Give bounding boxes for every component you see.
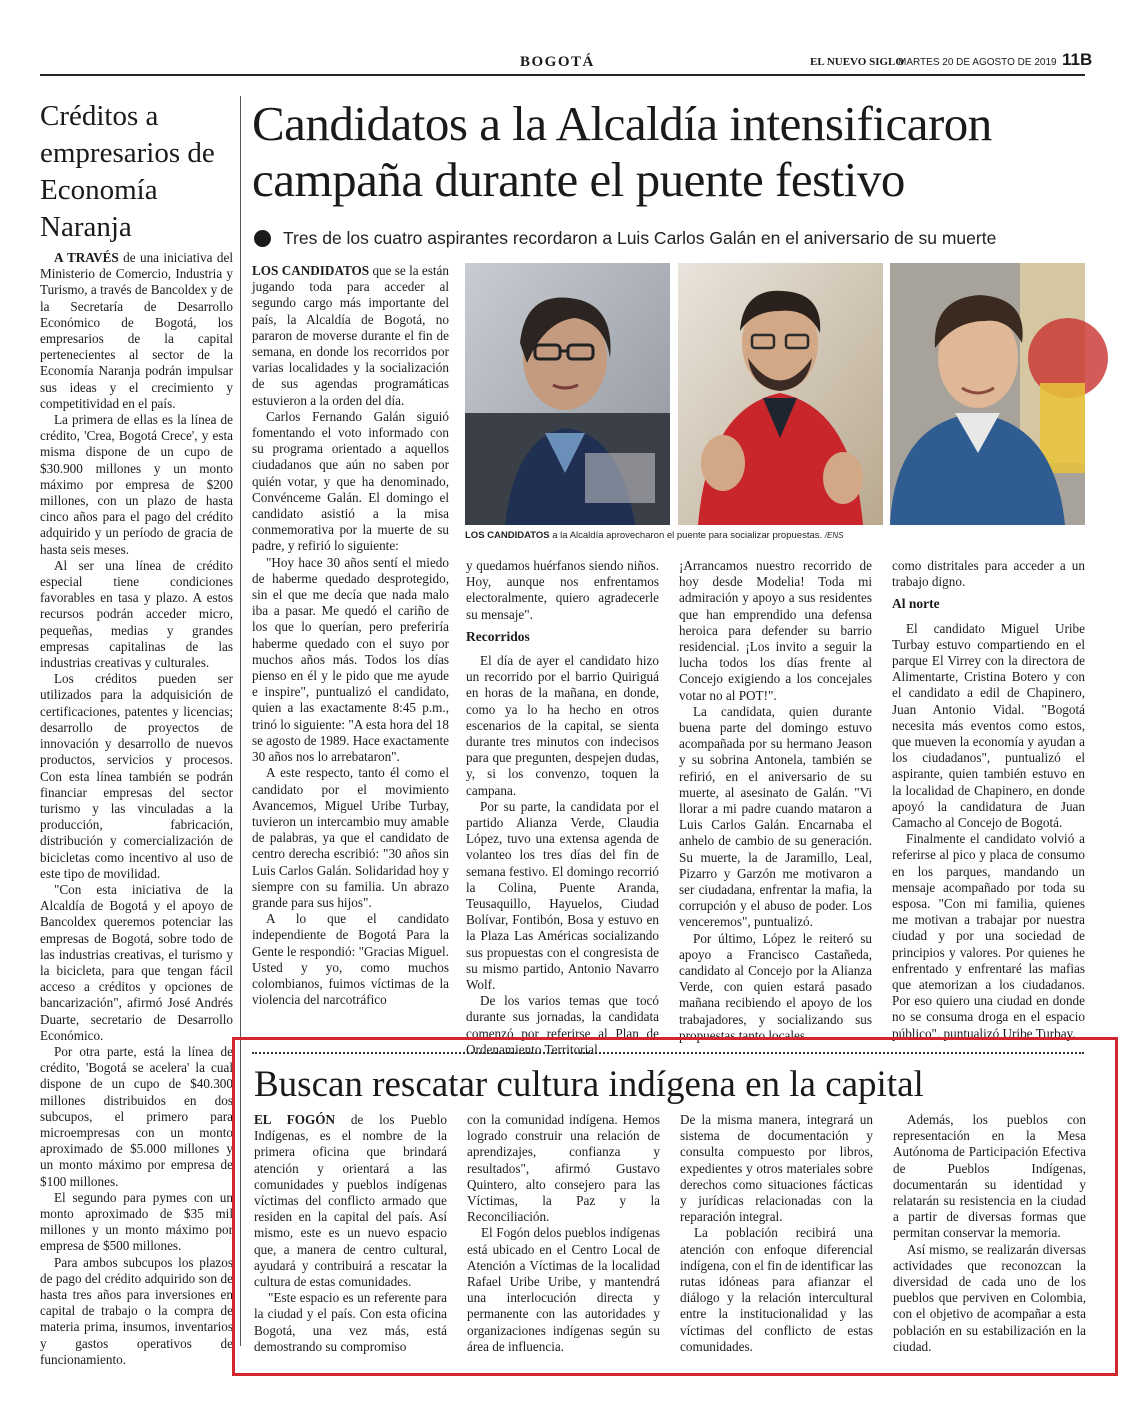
main-article-col-2 [466, 558, 659, 1057]
main-paragraph: y quedamos huérfanos siendo niños. Hoy, aunque nos enfrentamos electoralmente, quiero agradecerle su mensaje". [466, 558, 659, 622]
sidebar-paragraph: Para ambos subcupos los plazos de pago del crédito adquirido son de hasta tres años para inversiones en capital de trabajo o la compra de materia prima, insumos, inventarios y gastos operativos de funcionamiento. [40, 1254, 233, 1367]
sidebar-article-body [40, 250, 233, 1367]
sidebar-headline: Créditos a empresarios de Economía Naranja [40, 100, 215, 243]
bottom-paragraph: La población recibirá una atención con enfoque diferencial indígena, con el fin de identificar las rutas idóneas para afianzar el diálogo y la relación intercultural entre la institucionalidad y las víctimas del conflicto de estas comunidades. [680, 1225, 873, 1354]
main-paragraph: La candidata, quien durante buena parte del domingo estuvo acompañada por su hermano Jeason y su sobrina Antonela, también se refirió, en el aniversario de su muerte, al asesinato de Galán. "Vi llorar a mi padre cuando mataron a Luis Carlos Galán. Encarnaba el anhelo de cambio de su generación. Su muerte, la de Jaramillo, Leal, Pizarro y Garzón me motivaron a ser ciudadana, enfrentar la mafia, la corrupción y el abuso de poder. Los venceremos", puntualizó. [679, 703, 872, 930]
header-rule [40, 74, 1085, 76]
main-paragraph: ¡Arrancamos nuestro recorrido de hoy desde Modelia! Toda mi admiración y apoyo a sus residentes que han emprendido una defensa heroica para defender su barrio residencial. ¡Los invito a seguir la lucha todos los días frente al Concejo exigiendo a los concejales votar no al POT!". [679, 558, 872, 703]
subhead-al-norte: Al norte [892, 596, 940, 612]
main-lead: LOS CANDIDATOS [252, 263, 370, 278]
sidebar-paragraph: "Con esta iniciativa de la Alcaldía de Bogotá y el apoyo de Bancoldex queremos potenciar las empresas de Bogotá, sobre todo de las industrias creativas, el turismo y la bicicleta, para que tengan fácil acceso a créditos y opciones de bancarización", afirmó José Andrés Duarte, secretario de Desarrollo Económico. [40, 881, 233, 1043]
highlight-annotation-box [232, 1037, 1118, 1376]
sidebar-paragraph: de una iniciativa del Ministerio de Comercio, Industria y Turismo, a través de Bancoldex y de la Secretaría de Desarrollo Económico de Bogotá, los empresarios de la capital pertenecientes al sector de la Economía Naranja podrán impulsar sus ideas y el crecimiento y competitividad en el país. [40, 250, 233, 411]
main-article-col-4 [892, 558, 1085, 1043]
photo-candidate-2 [678, 263, 883, 525]
main-paragraph: Finalmente el candidato volvió a referirse al pico y placa de consumo en los parques, mandando un mensaje acompañado por toda su esposa. "Con mi familia, quienes me motivan a trabajar por nuestra ciudad y por una sociedad de principios y valores. Por quienes he enfrentado y enfrentaré las mafias que atemorizan a los ciudadanos. Por eso quiero una ciudad en donde no se consuma droga en el espacio público", puntualizó Uribe Turbay. [892, 831, 1085, 1041]
photo-candidate-3 [890, 263, 1085, 525]
bottom-lead: EL FOGÓN [254, 1112, 336, 1127]
page-number: 11B [1062, 50, 1093, 69]
sidebar-lead: A TRAVÉS [54, 250, 119, 265]
caption-text: a la Alcaldía aprovecharon el puente para socializar propuestas. [549, 530, 823, 541]
photo-caption [465, 530, 875, 541]
main-paragraph: "Hoy hace 30 años sentí el miedo de haberme quedado desprotegido, sin el que me decía que nada malo iba a pasar. Me quedó el cariño de los que lo querían, pero preferiría haberme quedado con el suyo por muchos años más. Todos los días pienso en él y le pido que me ayude e inspire", puntualizó el candidato, quien a las exactamente 8:45 p.m., trinó lo siguiente: "A esta hora del 18 se agosto de 1989. Hace exactamente 30 años nos lo arrebataron". [252, 554, 449, 765]
main-paragraph: A lo que el candidato independiente de Bogotá Para la Gente le respondió: "Gracias Miguel. Usted y yo, como muchos colombianos, fuimos víctimas de la violencia del narcotráfico [252, 911, 449, 1008]
main-paragraph: De los varios temas que tocó durante sus jornadas, la candidata comenzó por referirse al Plan de Ordenamiento Territorial [466, 993, 659, 1057]
main-article-col-3 [679, 558, 872, 1043]
bottom-paragraph: de los Pueblo Indígenas, es el nombre de la primera oficina que brindará atención y orientará a las comunidades y pueblos indígenas víctimas del conflicto armado que residen en la capital del país. Así mismo, este es un nuevo espacio que, a manera de centro cultural, ayudará y contribuirá a rescatar la cultura de estas comunidades. [254, 1112, 447, 1290]
sidebar-paragraph: Al ser una línea de crédito especial tiene condiciones favorables en tasa y plazo. A estos recursos podrán acceder micro, pequeñas, medias y grandes empresas capitalinas de las industrias creativas y culturales. [40, 557, 233, 671]
main-paragraph: El candidato Miguel Uribe Turbay estuvo compartiendo en el parque El Virrey con la directora de Alimentarte, Cristina Botero y con el candidato a edil de Chapinero, Juan Antonio Vidal. "Bogotá necesita más eventos como estos, que mueven la economía y ayudan a los ciudadanos", puntualizó el aspirante, quien también estuvo en la localidad de Chapinero, en donde apoyó la candidatura de Juan Camacho al Concejo de Bogotá. [892, 620, 1085, 831]
bottom-headline: Buscan rescatar cultura indígena en la capital [254, 1064, 924, 1105]
main-paragraph: A este respecto, tanto él como el candidato por el movimiento Avancemos, Miguel Uribe Turbay, tuvieron un intercambio muy amable de palabras, ya que el candidato de centro derecha escribió: "30 años sin Luis Carlos Galán. Solidaridad hoy y siempre con su familia. Un abrazo grande para sus hijos". [252, 765, 449, 910]
newspaper-name: EL NUEVO SIGLO [810, 56, 904, 68]
main-article-col-1 [252, 263, 449, 1043]
main-paragraph: El día de ayer el candidato hizo un recorrido por el barrio Quiriguá en horas de la mañana, en donde, como ya lo ha hecho en otros escenarios de la capital, se sienta durante tres minutos con indecisos para que pregunten, despejen dudas, y, si los convenzo, toquen la campana. [466, 653, 659, 798]
main-headline: Candidatos a la Alcaldía intensificaron campaña durante el puente festivo [252, 96, 992, 207]
sidebar-paragraph: La primera de ellas es la línea de crédito, 'Crea, Bogotá Crece', y esta misma dispone de un cupo de $30.900 millones y un monto máximo por empresa de $200 millones, con un plazo de hasta cinco años para el pago del crédito adquirido y un período de gracia de hasta seis meses. [40, 412, 233, 557]
bottom-paragraph: Así mismo, se realizarán diversas actividades que reconozcan la diversidad de cada uno de los pueblos que perviven en Colombia, con el objetivo de acompañar a esta población en su estabilización en la ciudad. [893, 1241, 1086, 1354]
sidebar-paragraph: El segundo para pymes con un monto aproximado de $35 mil millones y un monto máximo por empresa de $500 millones. [40, 1189, 233, 1254]
bottom-paragraph: El Fogón delos pueblos indígenas está ubicado en el Centro Local de Atención a Víctimas de la localidad Rafael Uribe Uribe, y mantendrá una interlocución directa y permanente con las autoridades y organizaciones indígenas según su área de influencia. [467, 1225, 660, 1354]
sidebar-paragraph: Los créditos pueden ser utilizados para la adquisición de certificaciones, patentes y licencias; desarrollo de proyectos de innovación y desarrollo de nuevos productos, servicios y procesos. Con esta línea también se podrán financiar empresas del sector turismo y las vinculadas a la producción, fabricación, distribución y comercialización de bicicletas como incentivo al uso de este tipo de movilidad. [40, 671, 233, 881]
main-paragraph: Por su parte, la candidata por el partido Alianza Verde, Claudia López, tuvo una extensa agenda de volanteo los tres días del fin de semana festivo. El domingo recorrió la Colina, Puente Aranda, Teusaquillo, Hayuelos, Ciudad Bolívar, Fontibón, Bosa y estuvo en la Plaza Las Américas socializando sus propuestas con el congresista de su mismo partido, Antonio Navarro Wolf. [466, 798, 659, 993]
caption-credit: /ENS [824, 531, 844, 540]
photo-candidate-1 [465, 263, 670, 525]
bottom-paragraph: con la comunidad indígena. Hemos logrado construir una relación de aprendizajes, confianza y resultados", afirmó Gustavo Quintero, alto consejero para las Víctimas, la Paz y la Reconciliación. [467, 1112, 660, 1225]
main-subdeck [254, 228, 1084, 249]
main-paragraph: que se la están jugando toda para acceder al segundo cargo más importante del país, la Alcaldía de Bogotá, no pararon de moverse durante el fin de semana, en donde los recorridos por varias localidades y la socialización de sus agendas programáticas estuvieron a la orden del día. [252, 263, 449, 408]
caption-lead: LOS CANDIDATOS [465, 530, 550, 541]
sidebar-paragraph: Por otra parte, está la línea de crédito, 'Bogotá se acelera' la cual dispone de un cupo de $40.300 millones distribuidos en dos subcupos, el primero para microempresas con un monto aproximado de $5.000 millones y un monto máximo por empresa de $100 millones. [40, 1043, 233, 1189]
bottom-paragraph: Además, los pueblos con representación en la Mesa Autónoma de Participación Efectiva de Pueblos Indígenas, documentarán su identidad y relatarán su resistencia en la ciudad a partir de diversas formas que permitan conservar la memoria. [893, 1112, 1086, 1241]
bottom-paragraph: De la misma manera, integrará un sistema de documentación y consulta compuesto por libros, expedientes y otros materiales sobre derechos como situaciones fácticas y jurídicas relacionadas con la reparación integral. [680, 1112, 873, 1225]
subhead-recorridos: Recorridos [466, 628, 530, 644]
main-paragraph: Por último, López le reiteró su apoyo a Francisco Castañeda, candidato al Concejo por la Alianza Verde, con quien estará pasado mañana recibiendo el apoyo de los trabajadores, y socializando sus propuestas tanto locales [679, 930, 872, 1043]
bottom-paragraph: "Este espacio es un referente para la ciudad y el país. Con esta oficina Bogotá, una vez más, está demostrando su compromiso [254, 1290, 447, 1354]
bullet-icon [254, 230, 271, 247]
main-paragraph: como distritales para acceder a un trabajo digno. [892, 558, 1085, 590]
subdeck-text: Tres de los cuatro aspirantes recordaron a Luis Carlos Galán en el aniversario de su muerte [283, 228, 997, 248]
issue-date: MARTES 20 DE AGOSTO DE 2019 [898, 57, 1057, 68]
main-paragraph: Carlos Fernando Galán siguió fomentando el voto informado con su programa orientado a aquellos ciudadanos que aún no saben por quién votar, y que ha denominado, Convénceme Galán. El domingo el candidato asistió a la misa conmemorativa por la muerte de su padre, y refirió lo siguiente: [252, 408, 449, 554]
section-name: BOGOTÁ [520, 54, 595, 70]
